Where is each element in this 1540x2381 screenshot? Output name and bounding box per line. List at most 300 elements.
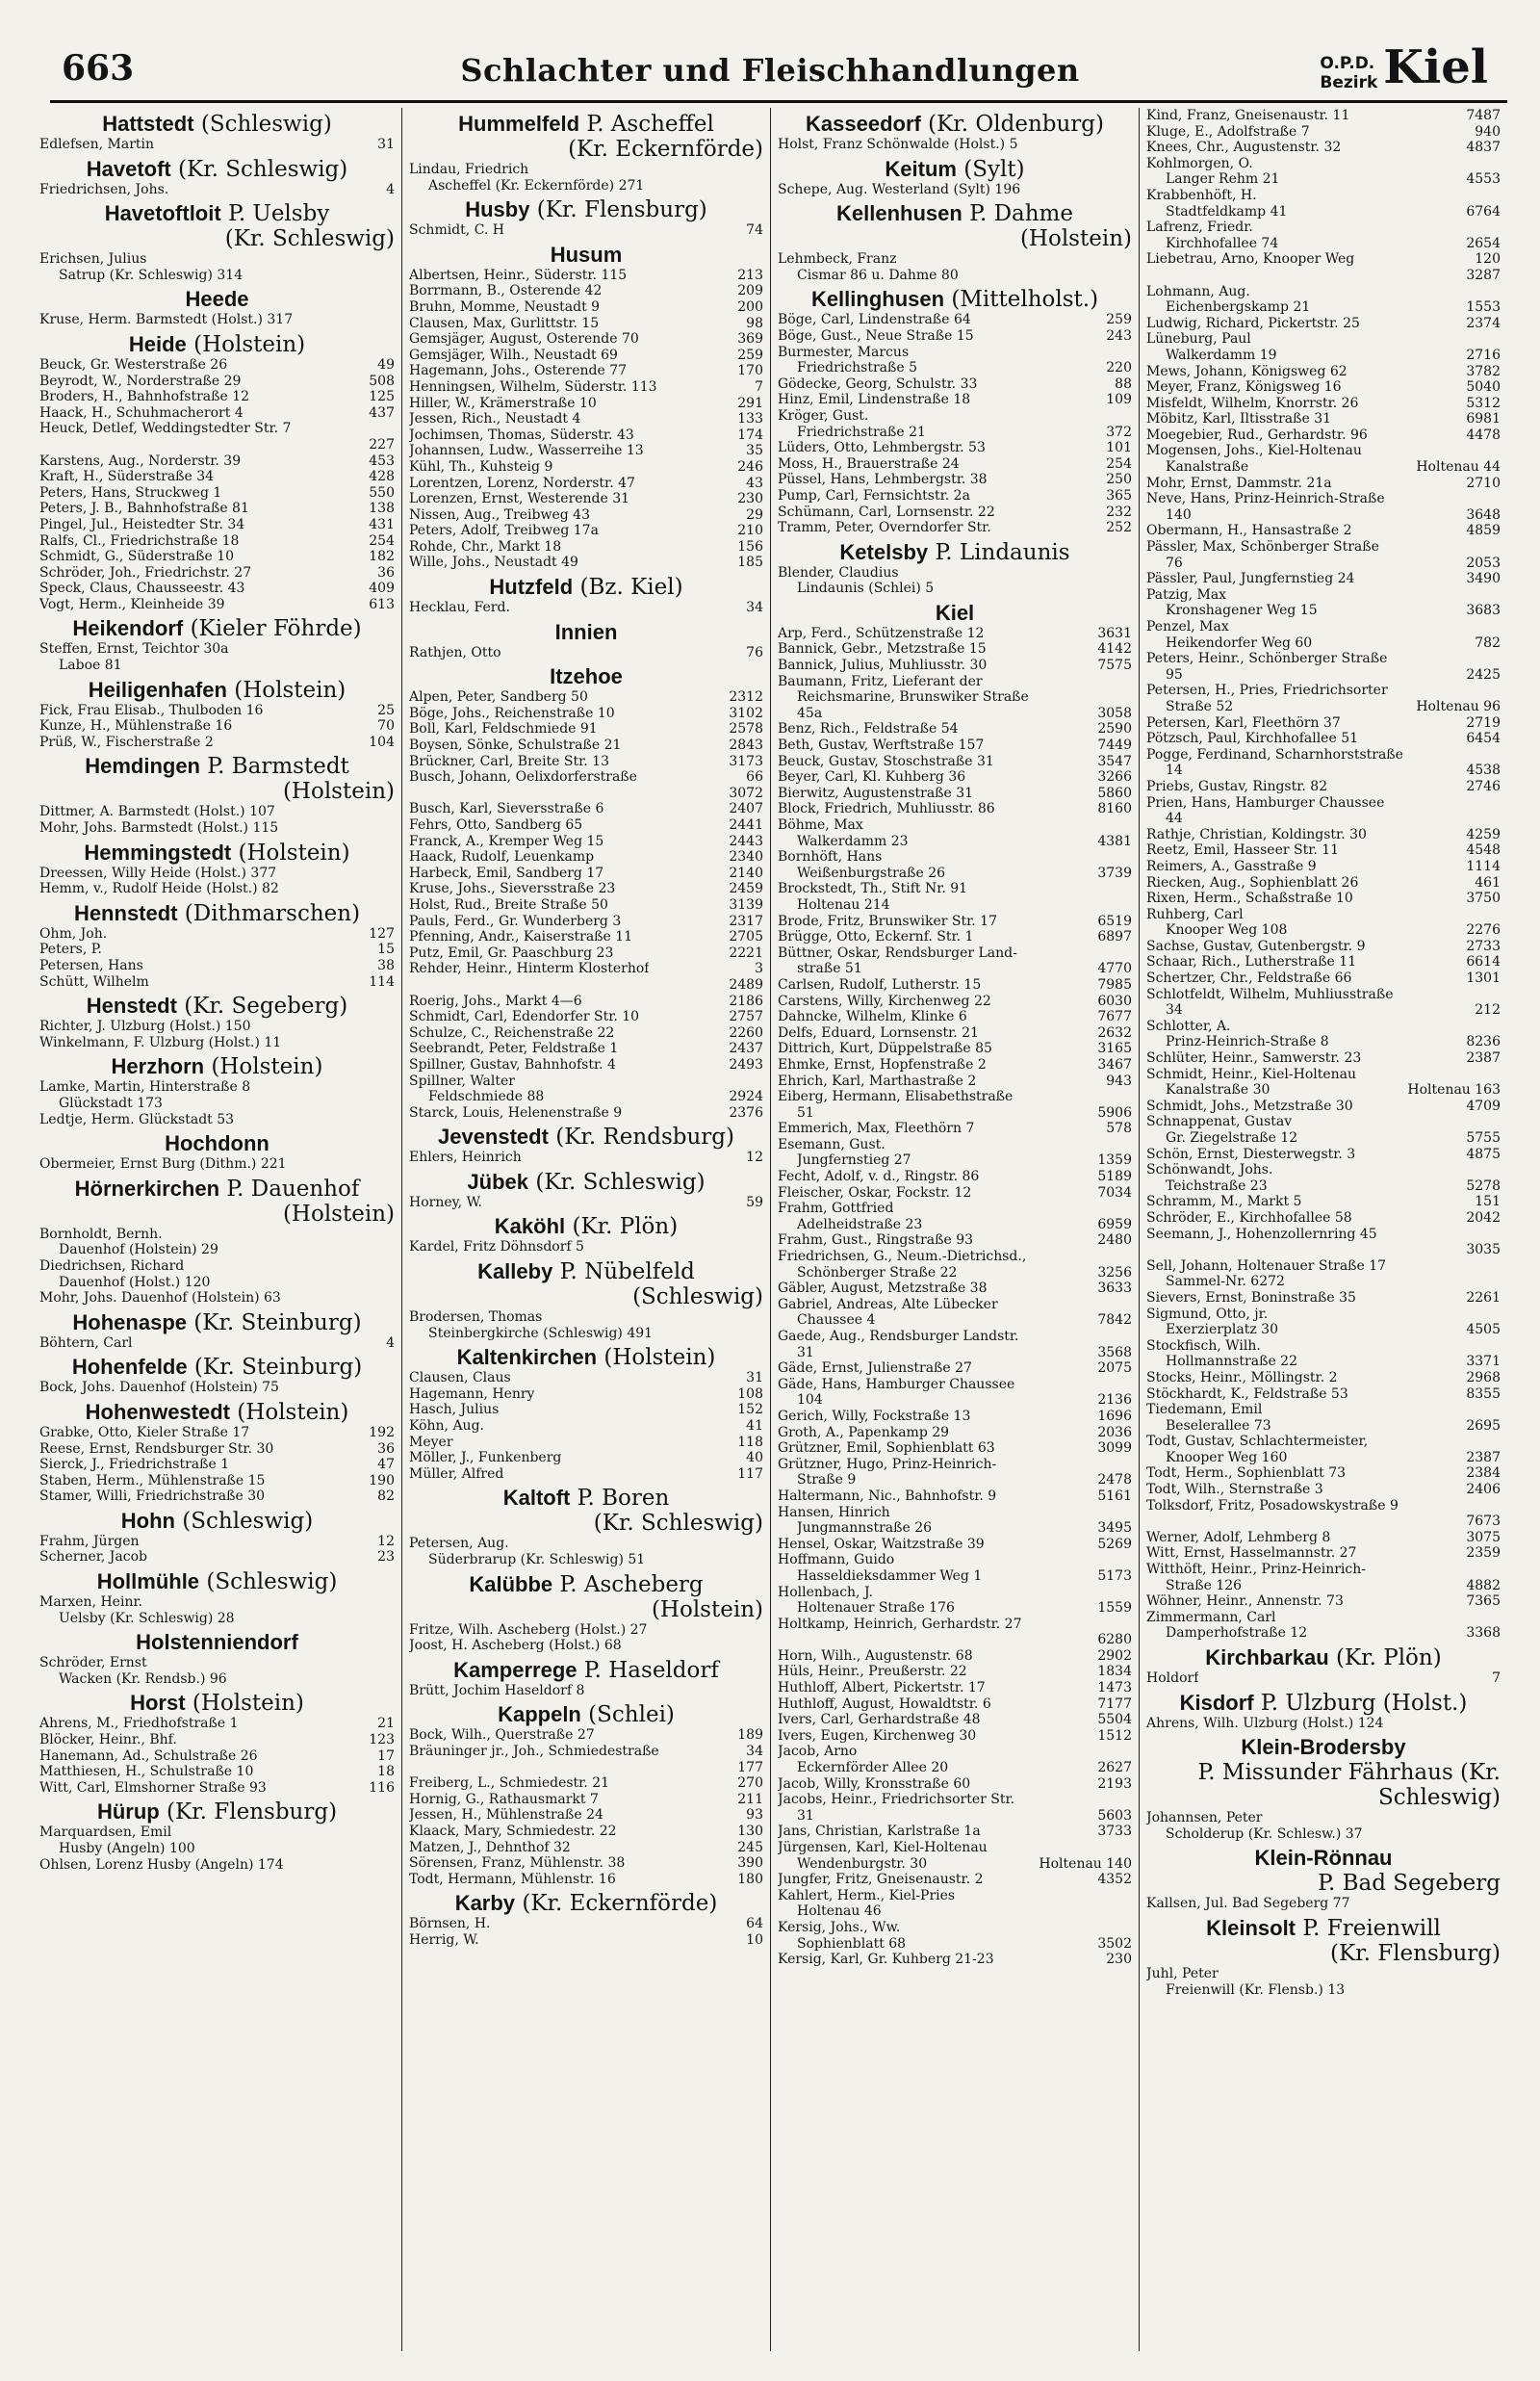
entry-phone: 2042 — [1466, 1209, 1501, 1226]
list-item — [778, 769, 1132, 786]
entry-name: Hollenbach, J. — [778, 1584, 873, 1600]
entry-name: Pfenning, Andr., Kaiserstraße 11 — [409, 929, 633, 945]
list-item — [39, 405, 395, 422]
place-name: Kalübbe — [469, 1571, 553, 1596]
entry-phone: 1301 — [1466, 971, 1501, 987]
entry-phone: 180 — [737, 1871, 763, 1887]
place-block — [409, 112, 763, 194]
entry-phone — [1497, 747, 1501, 763]
list-item — [409, 476, 763, 492]
place-district: (Kr. Flensburg) — [529, 197, 707, 223]
list-item — [409, 1638, 763, 1654]
list-item — [409, 539, 763, 556]
entry-phone: 1553 — [1466, 299, 1501, 316]
entry-name: Hasch, Julius — [409, 1402, 500, 1418]
entry-phone: 2359 — [1466, 1545, 1501, 1562]
place-block — [409, 197, 763, 239]
entry-name: Gäde, Ernst, Julienstraße 27 — [778, 1360, 972, 1377]
place-block — [39, 1131, 395, 1173]
list-item — [409, 849, 763, 866]
list-item — [778, 1345, 1132, 1361]
place-district-2: (Holstein) — [282, 1201, 395, 1227]
entry-name: Lorentzen, Lorenz, Norderstr. 47 — [409, 475, 635, 491]
entry-name: Johannsen, Ludw., Wasserreihe 13 — [409, 443, 644, 459]
list-item — [1146, 1099, 1501, 1115]
entry-phone: 7487 — [1466, 108, 1501, 123]
entry-name: Lindaunis (Schlei) 5 — [797, 581, 935, 597]
entry-name: Knooper Weg 108 — [1166, 922, 1288, 939]
entry-name: Obermann, H., Hansastraße 2 — [1146, 523, 1352, 539]
place-name: Kappeln — [498, 1702, 581, 1727]
place-name: Kaltenkirchen — [456, 1345, 598, 1370]
entry-name: Schlüter, Heinr., Samwerstr. 23 — [1146, 1050, 1362, 1067]
entry-name: Dauenhof (Holstein) 29 — [59, 1242, 218, 1258]
entry-phone — [1497, 1258, 1501, 1275]
entry-phone: 209 — [737, 283, 763, 299]
entry-name: Hansen, Hinrich — [778, 1504, 890, 1520]
place-district: (Holstein) — [226, 677, 346, 703]
entry-phone: 2374 — [1466, 315, 1501, 331]
list-item — [778, 1872, 1132, 1888]
place-block — [39, 1054, 395, 1127]
entry-name: Kersig, Johs., Ww. — [778, 1919, 901, 1935]
entry-phone — [1128, 1840, 1132, 1856]
list-item — [1146, 1982, 1501, 1999]
place-block — [39, 1799, 395, 1873]
entry-name: Gödecke, Georg, Schulstr. 33 — [778, 375, 978, 392]
list-item — [1146, 635, 1501, 652]
entry-name: Witt, Carl, Elmshorner Straße 93 — [39, 1779, 267, 1796]
place-name: Kiel — [935, 600, 975, 625]
entry-name: Marquardsen, Emil — [39, 1825, 172, 1841]
list-item — [39, 1655, 395, 1671]
column-1 — [33, 108, 401, 2351]
entry-phone: 189 — [737, 1727, 763, 1744]
entry-phone: 7 — [1492, 1670, 1501, 1686]
entry-name: Staben, Herm., Mühlenstraße 15 — [39, 1472, 266, 1488]
place-heading — [409, 620, 763, 645]
entry-name: Grützner, Hugo, Prinz-Heinrich- — [778, 1456, 997, 1472]
entry-name: Prüß, W., Fischerstraße 2 — [39, 734, 214, 750]
list-item — [39, 1671, 395, 1688]
entry-phone: 31 — [746, 1370, 763, 1386]
entry-name: Moss, H., Brauerstraße 24 — [778, 455, 960, 472]
entry-name: Groth, A., Papenkamp 29 — [778, 1424, 950, 1440]
list-item — [1146, 1067, 1501, 1083]
entry-phone: 4553 — [1466, 171, 1501, 188]
entry-name: Blöcker, Heinr., Bhf. — [39, 1732, 177, 1748]
list-item — [409, 283, 763, 299]
entry-name: Roerig, Johs., Markt 4—6 — [409, 993, 582, 1009]
list-item — [1146, 891, 1501, 907]
entry-phone: 182 — [369, 549, 395, 565]
entry-name: Friedrichsen, G., Neum.-Dietrichsd., — [778, 1249, 1027, 1265]
entry-phone: 227 — [369, 436, 395, 453]
list-item — [409, 491, 763, 507]
entry-phone — [1497, 1716, 1501, 1732]
list-item — [1146, 763, 1501, 779]
list-item — [1146, 331, 1501, 348]
list-item — [409, 1105, 763, 1122]
list-item — [1146, 236, 1501, 252]
list-item — [778, 1457, 1132, 1473]
entry-name: Schönberger Straße 22 — [797, 1264, 958, 1281]
entry-name: Clausen, Max, Gurlittstr. 15 — [409, 315, 600, 331]
entry-name: Büttner, Oskar, Rendsburger Land- — [778, 945, 1017, 961]
entry-phone — [391, 1857, 395, 1874]
entry-phone: 34 — [746, 600, 763, 616]
list-item — [778, 1440, 1132, 1457]
place-heading — [39, 678, 395, 703]
list-item — [778, 1936, 1132, 1953]
entry-phone — [1497, 1227, 1501, 1243]
list-item — [409, 1386, 763, 1403]
bezirk-label: Bezirk — [1320, 73, 1378, 92]
place-name: Klein-Brodersby — [1241, 1735, 1406, 1760]
list-item — [778, 706, 1132, 722]
list-item — [409, 834, 763, 850]
entry-name: Walkerdamm 23 — [797, 833, 909, 849]
place-heading — [39, 157, 395, 182]
list-item — [1146, 987, 1501, 1003]
place-block — [39, 1691, 395, 1796]
list-item — [409, 443, 763, 459]
entry-name: Kröger, Gust. — [778, 407, 869, 424]
place-block — [1146, 1916, 1501, 1998]
entry-phone — [1128, 674, 1132, 690]
list-item — [778, 1856, 1132, 1873]
list-item — [778, 1808, 1132, 1825]
place-heading — [409, 1125, 763, 1150]
list-item — [778, 1728, 1132, 1745]
entry-name: Freiberg, L., Schmiedestr. 21 — [409, 1775, 610, 1792]
entry-name: Edlefsen, Martin — [39, 137, 155, 152]
entry-name: Alpen, Peter, Sandberg 50 — [409, 689, 588, 706]
list-item — [1146, 811, 1501, 827]
entry-name: Sell, Johann, Holtenauer Straße 17 — [1146, 1257, 1387, 1274]
entry-name: Starck, Louis, Helenenstraße 9 — [409, 1104, 623, 1121]
list-item — [409, 645, 763, 661]
list-item — [1146, 523, 1501, 539]
list-item — [1146, 1307, 1501, 1323]
entry-name: 104 — [797, 1392, 823, 1409]
entry-phone: 21 — [377, 1716, 395, 1732]
place-block — [409, 1345, 763, 1482]
entry-phone — [391, 820, 395, 837]
place-block — [409, 1125, 763, 1166]
entry-name: Schönwandt, Johs. — [1146, 1162, 1273, 1178]
entry-phone — [391, 1035, 395, 1051]
place-heading — [778, 112, 1132, 137]
entry-phone: 230 — [1106, 1952, 1132, 1968]
place-name: Hattstedt — [102, 112, 194, 136]
place-block — [1146, 1846, 1501, 1912]
entry-phone: 252 — [1106, 520, 1132, 536]
list-item — [778, 1409, 1132, 1425]
list-item — [39, 1732, 395, 1748]
place-district: (Holstein) — [597, 1345, 716, 1371]
list-item — [1146, 1002, 1501, 1019]
place-district: P. Dahme — [962, 201, 1073, 227]
entry-name: Meyer, Franz, Königsweg 16 — [1146, 379, 1342, 396]
list-item — [409, 1932, 763, 1949]
place-name: Heede — [185, 287, 249, 312]
entry-name: Mews, Johann, Königsweg 62 — [1146, 363, 1348, 379]
entry-name: Straße 52 — [1166, 698, 1234, 714]
entry-name: Ivers, Eugen, Kirchenweg 30 — [778, 1727, 977, 1744]
place-heading — [409, 575, 763, 600]
entry-name: Haack, Rudolf, Leuenkamp — [409, 849, 595, 866]
entry-name: Eiberg, Hermann, Elisabethstraße — [778, 1089, 1014, 1105]
entry-phone — [391, 881, 395, 897]
entry-name: Johannsen, Peter — [1146, 1810, 1263, 1826]
opd-label: O.P.D. — [1320, 54, 1375, 73]
place-name: Husum — [550, 242, 623, 267]
entry-name: Beselerallee 73 — [1166, 1417, 1271, 1434]
place-district: (Kr. Steinburg) — [187, 1355, 363, 1381]
entry-name: Lehmbeck, Franz — [778, 251, 897, 268]
entry-phone: 43 — [746, 475, 763, 491]
list-item — [39, 1275, 395, 1291]
place-district: (Kr. Steinburg) — [187, 1309, 362, 1335]
entry-name: Carlsen, Rudolf, Lutherstr. 15 — [778, 976, 982, 993]
place-block — [39, 754, 395, 836]
entry-name: Gaede, Aug., Rendsburger Landstr. — [778, 1329, 1019, 1344]
place-district-2: (Holstein) — [1019, 226, 1132, 252]
entry-name: Schmidt, Heinr., Kiel-Holtenau — [1146, 1066, 1357, 1082]
place-heading — [1146, 1846, 1501, 1896]
entry-phone — [1497, 651, 1501, 667]
entry-name: Eckernförder Allee 20 — [797, 1760, 949, 1776]
entry-name: Beyer, Carl, Kl. Kuhberg 36 — [778, 769, 966, 786]
entry-phone — [1497, 1966, 1501, 1982]
entry-phone — [1128, 689, 1132, 706]
entry-name: Dahncke, Wilhelm, Klinke 6 — [778, 1009, 967, 1025]
entry-phone: 5269 — [1097, 1536, 1132, 1552]
entry-name: Ahrens, M., Friedhofstraße 1 — [39, 1716, 239, 1732]
list-item — [778, 345, 1132, 361]
entry-name: Schlotter, A. — [1146, 1018, 1231, 1034]
entry-name: Hiller, W., Krämerstraße 10 — [409, 395, 597, 411]
entry-name: Jungfer, Fritz, Gneisenaustr. 2 — [778, 1872, 984, 1888]
entry-phone — [1128, 268, 1132, 284]
place-block — [39, 201, 395, 283]
entry-name: Neve, Hans, Prinz-Heinrich-Straße — [1146, 491, 1385, 507]
entry-phone — [1497, 443, 1501, 459]
entry-name: Schulze, C., Reichenstraße 22 — [409, 1024, 615, 1041]
list-item — [39, 268, 395, 284]
list-item — [409, 945, 763, 962]
entry-phone — [1497, 539, 1501, 556]
entry-name: Satrup (Kr. Schleswig) 314 — [59, 267, 244, 283]
entry-name: Schmidt, Carl, Edendorfer Str. 10 — [409, 1009, 640, 1025]
place-name: Klein-Rönnau — [1254, 1846, 1393, 1871]
entry-name: Reimers, A., Gasstraße 9 — [1146, 858, 1317, 874]
entry-phone: 3368 — [1466, 1625, 1501, 1642]
column-2 — [401, 108, 770, 2351]
place-district: (Holstein) — [230, 1399, 349, 1425]
place-heading — [39, 1355, 395, 1380]
entry-phone — [1128, 1297, 1132, 1313]
list-item — [778, 674, 1132, 690]
entry-phone: 2902 — [1097, 1647, 1132, 1664]
list-item — [409, 1683, 763, 1699]
list-item — [409, 178, 763, 194]
list-item — [1146, 1034, 1501, 1050]
place-block — [409, 1658, 763, 1699]
place-heading — [39, 1799, 395, 1825]
entry-phone — [1128, 345, 1132, 361]
list-item — [1146, 587, 1501, 604]
entry-name: Heuck, Detlef, Weddingstedter Str. 7 — [39, 421, 292, 437]
entry-phone — [1128, 182, 1132, 198]
place-district: (Holstein) — [231, 840, 350, 866]
place-name: Kellenhusen — [836, 201, 962, 226]
entry-phone: 5504 — [1097, 1712, 1132, 1728]
list-item — [778, 786, 1132, 802]
list-item — [39, 1242, 395, 1258]
entry-name: Sachse, Gustav, Gutenbergstr. 9 — [1146, 938, 1366, 954]
list-item — [39, 926, 395, 943]
entry-name: Albertsen, Heinr., Süderstr. 115 — [409, 267, 628, 283]
entry-phone: 59 — [746, 1194, 763, 1210]
entry-phone — [1497, 811, 1501, 827]
entry-name: Lohmann, Aug. — [1146, 283, 1250, 299]
entry-phone — [391, 1825, 395, 1841]
entry-phone: 2627 — [1097, 1760, 1132, 1776]
entry-name: Glückstadt 173 — [59, 1095, 163, 1111]
list-item — [39, 182, 395, 198]
entry-phone: 3075 — [1466, 1529, 1501, 1545]
entry-phone: 2705 — [729, 929, 763, 945]
entry-phone: 2384 — [1466, 1465, 1501, 1482]
place-heading — [409, 1259, 763, 1309]
entry-phone: 461 — [1475, 874, 1501, 891]
entry-phone — [759, 1552, 763, 1568]
list-item — [39, 1096, 395, 1112]
entry-name: Bannick, Julius, Muhliusstr. 30 — [778, 658, 988, 674]
list-item — [778, 641, 1132, 658]
entry-phone: 152 — [737, 1402, 763, 1418]
entry-phone: 2425 — [1466, 666, 1501, 683]
entry-name: Adelheidstraße 23 — [797, 1216, 923, 1232]
entry-phone: 23 — [377, 1549, 395, 1566]
entry-name: Peters, J. B., Bahnhofstraße 81 — [39, 501, 249, 517]
entry-name: Püssel, Hans, Lehmbergstr. 38 — [778, 472, 988, 488]
list-item — [1146, 284, 1501, 300]
list-item — [778, 977, 1132, 994]
entry-phone — [1497, 1896, 1501, 1912]
entry-phone: 2654 — [1466, 235, 1501, 251]
entry-phone — [1497, 795, 1501, 812]
place-heading — [39, 1630, 395, 1655]
entry-phone: 6030 — [1097, 993, 1132, 1009]
entry-name: Straße 126 — [1166, 1577, 1243, 1593]
entry-phone — [759, 162, 763, 178]
list-item — [39, 357, 395, 374]
entry-phone: 36 — [377, 564, 395, 581]
entry-name: Wacken (Kr. Rendsb.) 96 — [59, 1670, 227, 1687]
entry-name: Reetz, Emil, Hasseer Str. 11 — [1146, 842, 1340, 859]
list-item — [409, 1727, 763, 1744]
list-item — [39, 1748, 395, 1765]
entry-phone: 5173 — [1097, 1567, 1132, 1584]
entry-name: Burmester, Marcus — [778, 344, 910, 360]
list-item — [778, 754, 1132, 770]
entry-name: Witt, Ernst, Hasselmannstr. 27 — [1146, 1545, 1357, 1562]
list-item — [409, 1009, 763, 1025]
place-heading — [409, 1702, 763, 1727]
place-heading — [778, 157, 1132, 182]
entry-phone — [1128, 137, 1132, 153]
entry-name: Peters, Heinr., Schönberger Straße — [1146, 651, 1388, 667]
place-district: (Holstein) — [186, 331, 306, 357]
list-item — [1146, 1826, 1501, 1843]
entry-phone: 2376 — [729, 1104, 763, 1121]
list-item — [778, 520, 1132, 536]
list-item — [1146, 204, 1501, 220]
entry-phone: 4478 — [1466, 427, 1501, 443]
list-item — [39, 137, 395, 153]
entry-phone: 4142 — [1097, 641, 1132, 658]
entry-phone — [1128, 1329, 1132, 1345]
entry-name: Ehmke, Ernst, Hopfenstraße 2 — [778, 1056, 987, 1073]
list-item — [409, 994, 763, 1010]
list-item — [778, 1121, 1132, 1137]
place-block — [409, 1572, 763, 1654]
entry-phone: 291 — [737, 395, 763, 411]
list-item — [778, 312, 1132, 328]
entry-phone — [391, 1290, 395, 1307]
list-item — [778, 1840, 1132, 1856]
list-item — [1146, 507, 1501, 524]
entry-name: Walkerdamm 19 — [1166, 347, 1277, 363]
entry-name: Hinz, Emil, Lindenstraße 18 — [778, 392, 971, 408]
entry-phone: 174 — [737, 427, 763, 443]
entry-name: Stadtfeldkamp 41 — [1166, 203, 1288, 220]
entry-name: 34 — [1166, 1002, 1183, 1019]
list-item — [1146, 1210, 1501, 1227]
place-block — [39, 1630, 395, 1687]
entry-name: Ehlers, Heinrich — [409, 1150, 522, 1166]
entry-name: Scholderup (Kr. Schlesw.) 37 — [1166, 1825, 1363, 1842]
entry-phone: 2036 — [1097, 1424, 1132, 1440]
entry-phone: 15 — [377, 942, 395, 958]
entry-name: Ascheffel (Kr. Eckernförde) 271 — [428, 177, 645, 194]
entry-phone: 270 — [737, 1775, 763, 1792]
entry-name: Rohde, Chr., Markt 18 — [409, 538, 562, 555]
place-heading — [39, 1054, 395, 1079]
place-name: Hohenfelde — [71, 1355, 188, 1380]
place-district-2: (Schleswig) — [632, 1284, 763, 1310]
entry-name: Schütt, Wilhelm — [39, 973, 149, 990]
list-item — [409, 363, 763, 379]
entry-phone: 1359 — [1097, 1152, 1132, 1169]
entry-name: Ludwig, Richard, Pickertstr. 25 — [1146, 315, 1360, 331]
place-heading — [39, 201, 395, 251]
entry-phone — [1128, 1137, 1132, 1153]
entry-name: Kersig, Karl, Gr. Kuhberg 21-23 — [778, 1952, 994, 1968]
place-name: Hemdingen — [85, 754, 200, 779]
list-item — [39, 942, 395, 958]
place-district-2: (Kr. Schleswig) — [593, 1511, 763, 1537]
entry-phone: 550 — [369, 484, 395, 501]
entry-phone: 10 — [746, 1931, 763, 1948]
entry-name: Jessen, Rich., Neustadt 4 — [409, 411, 581, 427]
entry-phone: 2478 — [1097, 1472, 1132, 1488]
entry-phone: 578 — [1106, 1121, 1132, 1137]
entry-phone — [1497, 1162, 1501, 1178]
